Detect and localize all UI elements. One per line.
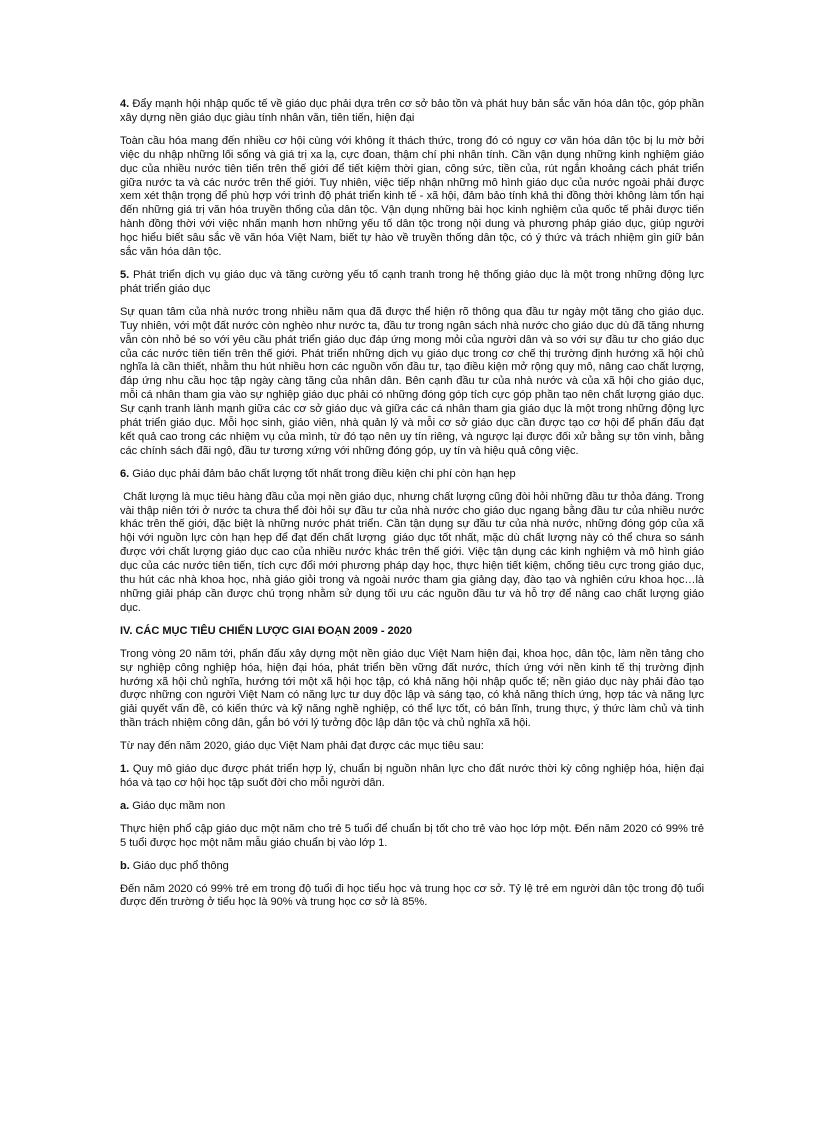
item-b-title: Giáo dục phổ thông bbox=[129, 859, 229, 872]
goal-1-text: Quy mô giáo dục được phát triển hợp lý, chuẩn bị nguồn nhân lực cho đất nước thời kỳ công nghiệp hóa, hiện đại hóa và tạo cơ hội học tập suốt đời cho mỗi người dân. bbox=[120, 763, 704, 789]
chapter-iv-body: Trong vòng 20 năm tới, phấn đấu xây dựng một nền giáo dục Việt Nam hiện đại, khoa học, dân tộc, làm nền tảng cho sự nghiệp công nghiệp hóa, hiện đại hóa, phát triển bền vững đất nước, thích ứng với nền kinh tế thị trường định hướng xã hội chủ nghĩa, hướng tới một xã hội học tập, có khả năng hội nhập quốc tế; nền giáo dục này phải đào tạo được những con người Việt Nam có năng lực tư duy độc lập và sáng tạo, có khả năng thích ứng, hợp tác và năng lực giải quyết vấn đề, có kiến thức và kỹ năng nghề nghiệp, có thể lực tốt, có bản lĩnh, trung thực, ý thức làm chủ và tinh thần trách nhiệm công dân, gắn bó với lý tưởng độc lập dân tộc và chủ nghĩa xã hội. bbox=[120, 647, 704, 730]
item-b-body: Đến năm 2020 có 99% trẻ em trong độ tuổi đi học tiểu học và trung học cơ sở. Tỷ lệ trẻ em người dân tộc trong độ tuổi được đến trường ở tiểu học là 90% và trung học cơ sở là 85%. bbox=[120, 882, 704, 909]
item-a-title: Giáo dục mầm non bbox=[129, 799, 226, 812]
item-b-heading bbox=[120, 860, 704, 874]
item-a-letter: a. bbox=[120, 799, 130, 812]
section-4-title: Đẩy mạnh hội nhập quốc tế về giáo dục phải dựa trên cơ sở bảo tồn và phát huy bản sắc văn hóa dân tộc, góp phần xây dựng nền giáo dục giàu tính nhân văn, tiên tiến, hiện đại bbox=[120, 98, 704, 124]
section-6-body: Chất lượng là mục tiêu hàng đầu của mọi nền giáo dục, nhưng chất lượng cũng đòi hỏi những đầu tư thỏa đáng. Trong vài thập niên tới ở nước ta chưa thể đòi hỏi sự đầu tư của nhà nước cho giáo dục ngang bằng đầu tư của nhiều nước khác trên thế giới, đặc biệt là những nước phát triển. Cần tận dụng sự đầu tư của nhà nước, những đóng góp của xã hội với nguồn lực còn hạn hẹp để đạt đến chất lượng giáo dục tốt nhất, mặc dù chất lượng này có thể chưa so sánh được với chất lượng giáo dục cao của nhiều nước khác trên thế giới. Việc tận dụng các kinh nghiệm và mô hình giáo dục của các nước tiên tiến, tích cực đổi mới phương pháp dạy học, thực hiện tiết kiệm, chống tiêu cực trong giáo dục, thu hút các nhà khoa học, nhà giáo giỏi trong và ngoài nước tham gia giảng dạy, đào tạo và nghiên cứu khoa học…là những giải pháp cần được chú trọng nhằm sử dụng tối ưu các nguồn đầu tư và hỗ trợ để nâng cao chất lượng giáo dục. bbox=[120, 490, 708, 614]
goal-1-number: 1. bbox=[120, 763, 130, 776]
section-5-number: 5. bbox=[120, 268, 130, 281]
section-6-heading bbox=[120, 468, 704, 482]
item-a-body: Thực hiện phổ cập giáo dục một năm cho trẻ 5 tuổi để chuẩn bị tốt cho trẻ vào học lớp một. Đến năm 2020 có 99% trẻ 5 tuổi được học một năm mẫu giáo chuẩn bị vào lớp 1. bbox=[120, 822, 704, 849]
section-5-heading bbox=[120, 269, 704, 297]
section-6-title: Giáo dục phải đảm bảo chất lượng tốt nhất trong điều kiện chi phí còn hạn hẹp bbox=[132, 467, 516, 480]
chapter-iv-intro: Từ nay đến năm 2020, giáo dục Việt Nam phải đạt được các mục tiêu sau: bbox=[120, 740, 484, 753]
section-4-number: 4. bbox=[120, 98, 130, 110]
section-5-body: Sự quan tâm của nhà nước trong nhiều năm qua đã được thể hiện rõ thông qua đầu tư ngày một tăng cho giáo dục. Tuy nhiên, với một đất nước còn nghèo như nước ta, đầu tư trong ngân sách nhà nước cho giáo dục dù đã tăng nhưng vẫn còn nhỏ bé so với yêu cầu phát triển giáo dục đáp ứng mong mỏi của người dân và so với sự đầu tư cho giáo dục của các nước tiên tiến trên thế giới. Phát triển những dịch vụ giáo dục trong cơ chế thị trường định hướng xã hội chủ nghĩa là cần thiết, nhằm thu hút nhiều hơn các nguồn vốn đầu tư, tạo điều kiện mở rộng quy mô, nâng cao chất lượng, đáp ứng nhu cầu học tập ngày càng tăng của nhân dân. Bên cạnh đầu tư của nhà nước và của xã hội cho giáo dục, mỗi cá nhân tham gia vào sự nghiệp giáo dục phải có những đóng góp tích cực góp phần tạo nên chất lượng giáo dục. Sự cạnh tranh lành mạnh giữa các cơ sở giáo dục và giữa các cá nhân tham gia giáo dục là một trong những động lực phát triển giáo dục. Mỗi học sinh, giáo viên, nhà quản lý và mỗi cơ sở giáo dục cần được tạo cơ hội để phấn đấu đạt kết quả cao trong các nhiệm vụ của mình, từ đó tạo nên uy tín riêng, và ngược lại được đối xử bằng sự tôn vinh, bằng các chính sách đãi ngộ, đầu tư tương xứng với những đóng góp, uy tín và hiệu quả công việc. bbox=[120, 305, 704, 457]
section-5-title: Phát triển dịch vụ giáo dục và tăng cường yếu tố cạnh tranh trong hệ thống giáo dục là một trong những động lực phát triển giáo dục bbox=[120, 268, 704, 295]
section-6-number: 6. bbox=[120, 467, 130, 480]
chapter-iv-heading: IV. CÁC MỤC TIÊU CHIẾN LƯỢC GIAI ĐOẠN 2009 - 2020 bbox=[120, 624, 412, 637]
item-b-letter: b. bbox=[120, 859, 130, 872]
section-4-body: Toàn cầu hóa mang đến nhiều cơ hội cùng với không ít thách thức, trong đó có nguy cơ văn hóa dân tộc bị lu mờ bởi việc du nhập những lối sống và giá trị xa lạ, cực đoan, thậm chí phi nhân tính. Cần vận dụng những kinh nghiệm giáo dục của nhiều nước tiên tiến trên thế giới để tiết kiệm thời gian, công sức, tiền của, rút ngắn khoảng cách phát triển giữa nước ta và các nước trên thế giới. Tuy nhiên, việc tiếp nhận những mô hình giáo dục của nước ngoài phải được xem xét thận trọng để phù hợp với trình độ phát triển kinh tế - xã hội, đảm bảo tính khả thi đồng thời không làm tổn hại đến những giá trị văn hóa truyền thống của dân tộc. Vận dụng những bài học kinh nghiệm của quốc tế phải được tiến hành đồng thời với việc nhấn mạnh hơn những yếu tố dân tộc trong nội dung và phương pháp giáo dục, giúp người học hiểu biết sâu sắc về văn hóa Việt Nam, biết tự hào về truyền thống dân tộc, có ý thức và trách nhiệm gìn giữ bản sắc văn hóa dân tộc. bbox=[120, 134, 704, 259]
item-a-heading bbox=[120, 800, 704, 814]
goal-1 bbox=[120, 763, 704, 791]
section-4-heading bbox=[120, 98, 704, 126]
document-page bbox=[120, 98, 708, 919]
